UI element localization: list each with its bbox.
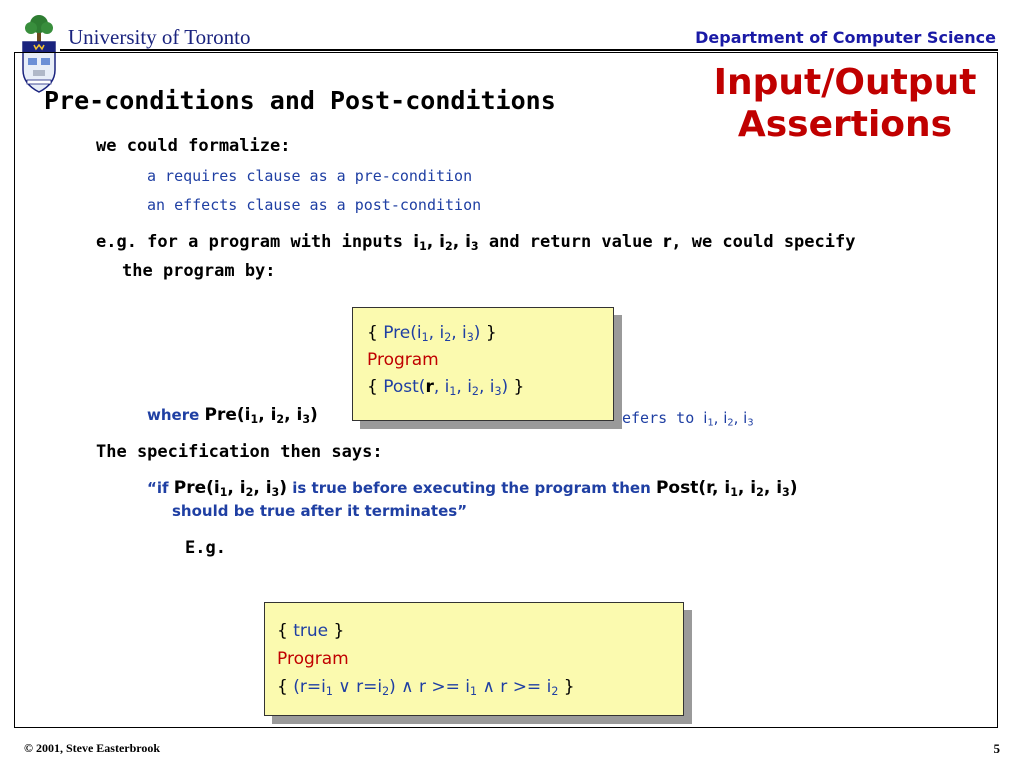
- quote-line-2: should be true after it terminates”: [172, 502, 468, 520]
- eg-short: E.g.: [185, 538, 226, 558]
- box2-program: Program: [277, 649, 349, 669]
- eg-line-1: [96, 232, 855, 252]
- box1-program: Program: [367, 350, 439, 370]
- box2-post-line: [277, 673, 683, 701]
- box1-post: Post(r, $i_1$, $i_2$, $i_3$): [383, 377, 509, 398]
- eg-r: r: [662, 232, 672, 252]
- university-name: University of Toronto: [68, 25, 251, 49]
- quote-post-expr: Post(r, $i_1$, $i_2$, $i_3$): [655, 478, 798, 499]
- refers-line: [622, 409, 754, 427]
- eg-line-1-mid: and return value: [478, 232, 663, 252]
- box2-brace-close: }: [328, 621, 345, 641]
- box1-post-line: [367, 374, 613, 401]
- spec-says: The specification then says:: [96, 442, 383, 462]
- eg-line-1-pre: e.g. for a program with inputs: [96, 232, 414, 252]
- formalize-text: we could formalize:: [96, 136, 291, 156]
- corner-title-line1: Input/Output: [713, 62, 977, 103]
- eg-line-1-post: , we could specify: [671, 232, 856, 252]
- box1-pre-line: [367, 320, 613, 347]
- corner-title: [680, 62, 1010, 146]
- refers-inputs: $i_1$, $i_2$, $i_3$: [703, 409, 754, 429]
- page-number: 5: [993, 741, 1000, 756]
- box2-pre-line: [277, 617, 683, 645]
- copyright: © 2001, Steve Easterbrook: [24, 741, 161, 755]
- box1-brace-open: {: [367, 323, 384, 343]
- spec-box-general: [352, 307, 614, 421]
- quote-open: “if: [147, 479, 174, 497]
- box1-brace-open-2: {: [367, 377, 384, 397]
- box2-post: ($r=i_1$ ∨ $r=i_2$) ∧ $r >= i_1$ ∧ $r >= i_2$: [293, 677, 559, 698]
- page-title: Pre-conditions and Post-conditions: [44, 86, 556, 115]
- header-rule: [60, 49, 998, 51]
- where-line: [147, 405, 318, 425]
- box1-brace-close-2: }: [508, 377, 525, 397]
- department-name: Department of Computer Science: [695, 28, 996, 47]
- box2-brace-open-2: {: [277, 677, 294, 697]
- box2-brace-open: {: [277, 621, 294, 641]
- quote-pre-expr: $Pre(i_1$, $i_2$, $i_3$): [173, 478, 288, 499]
- box1-pre: $Pre(i_1$, $i_2$, $i_3$): [383, 323, 481, 344]
- box2-pre: true: [293, 621, 329, 641]
- eg-line-2: the program by:: [122, 261, 276, 281]
- box1-brace-close: }: [480, 323, 497, 343]
- refers-text: efers to: [622, 409, 704, 427]
- where-word: where: [147, 406, 205, 424]
- eg-inputs: $i_1$, $i_2$, $i_3$: [413, 232, 479, 253]
- spec-box-example: [264, 602, 684, 716]
- bullet-requires: a requires clause as a pre-condition: [147, 167, 473, 185]
- bullet-effects: an effects clause as a post-condition: [147, 196, 482, 214]
- where-pre-expr: $Pre(i_1$, $i_2$, $i_3$): [204, 405, 318, 426]
- quote-mid: is true before executing the program then: [287, 479, 656, 497]
- quote-line-1: [147, 478, 798, 498]
- corner-title-line2: Assertions: [737, 104, 953, 145]
- box2-brace-close-2: }: [558, 677, 575, 697]
